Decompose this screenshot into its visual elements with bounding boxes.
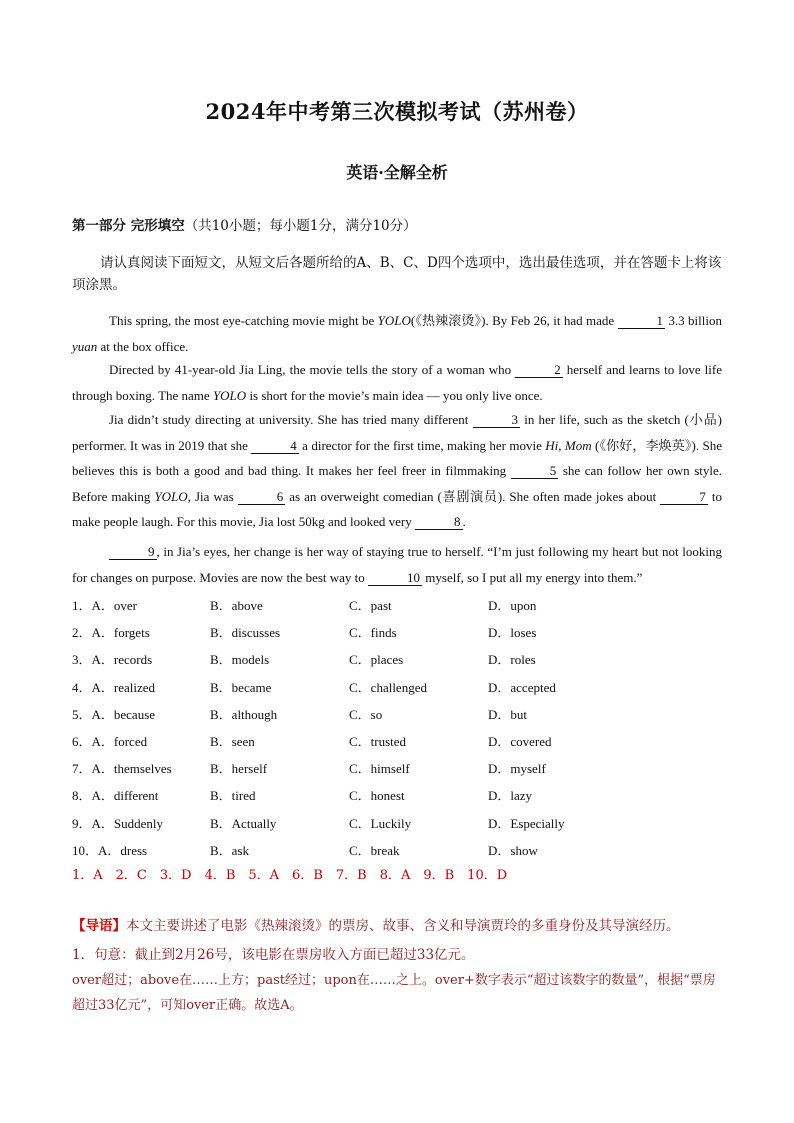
blank-5: 5 <box>511 464 559 479</box>
blank-10: 10 <box>368 571 422 586</box>
blank-8: 8 <box>415 515 463 530</box>
blank-1: 1 <box>618 314 666 329</box>
passage-paragraph-3: Jia didn’t study directing at university. She has tried many different 3 in her life, such as the sketch (小品) performer. It was in 2019 that she 4 a director for the first time, making her movie Hi, Mom (《你好，李焕英》). She believes this is both a good and bad thing. It makes her feel freer in filmmaking 5 she can follow her own style. Before making YOLO, Jia was 6 as an overweight comedian (喜剧演员). She often made jokes about 7 to make people laugh. For this movie, Jia lost 50kg and looked very 8 . <box>72 412 723 529</box>
blank-9: 9 <box>109 545 157 560</box>
passage-paragraph-1: This spring, the most eye-catching movie might be YOLO(《热辣滚烫》). By Feb 26, it had made 1 3.3 billion yuan at the box office. <box>72 313 722 354</box>
blank-4: 4 <box>251 439 299 454</box>
guide-text: 本文主要讲述了电影《热辣滚烫》的票房、故事、含义和导演贾玲的多重身份及其导演经历。 <box>126 918 680 934</box>
blank-7: 7 <box>660 490 708 505</box>
option-row: 3．A．records B．models C．places D．roles <box>72 652 536 668</box>
option-row: 6．A．forced B．seen C．trusted D．covered <box>72 734 552 750</box>
passage-paragraph-2: Directed by 41-year-old Jia Ling, the movie tells the story of a woman who 2 herself and learns to love life through boxing. The name YOLO is short for the movie’s main idea — you only live once. <box>72 362 722 403</box>
question-1-explanation: over超过；above在……上方；past经过；upon在……之上。over+数字表示“超过该数字的数量”，根据“票房超过33亿元”，可知over正确。故选A。 <box>72 973 716 1013</box>
section-note: （共10小题；每小题1分，满分10分） <box>184 218 417 234</box>
instructions: 请认真阅读下面短文，从短文后各题所给的A、B、C、D四个选项中，选出最佳选项，并在答题卡上将该项涂黑。 <box>72 255 722 293</box>
blank-3: 3 <box>473 413 521 428</box>
option-row: 10．A．dress B．ask C．break D．show <box>72 842 538 858</box>
option-row: 9．A．Suddenly B．Actually C．Luckily D．Especially <box>72 815 565 831</box>
answer-key: 1．A 2．C 3．D 4．B 5．A 6．B 7．B 8．A 9．B 10．D <box>72 868 508 883</box>
option-row: 1．A．over B．above C．past D．upon <box>72 598 537 614</box>
option-row: 4．A．realized B．became C．challenged D．accepted <box>72 679 556 695</box>
guide-intro <box>72 914 732 934</box>
question-1-translation: 1．句意：截止到2月26号，该电影在票房收入方面已超过33亿元。 <box>72 947 475 963</box>
passage-paragraph-4: 9 , in Jia’s eyes, her change is her way of staying true to herself. “I’m just following my heart but not looking for changes on purpose. Movies are now the best way to 10 myself, so I put all my energy into them.” <box>72 544 722 585</box>
option-row: 5．A．because B．although C．so D．but <box>72 706 528 722</box>
page-subtitle: 英语·全解全析 <box>346 163 448 182</box>
options-list <box>72 591 732 863</box>
section-name: 第一部分 完形填空 <box>72 218 185 234</box>
option-row: 2．A．forgets B．discusses C．finds D．loses <box>72 625 537 641</box>
guide-tag: 【导语】 <box>72 918 126 934</box>
option-row: 7．A．themselves B．herself C．himself D．myself <box>72 761 546 777</box>
page-title: 2024年中考第三次模拟考试（苏州卷） <box>205 99 589 124</box>
blank-2: 2 <box>515 363 563 378</box>
option-row: 8．A．different B．tired C．honest D．lazy <box>72 788 533 804</box>
section-heading <box>72 214 417 234</box>
blank-6: 6 <box>238 490 286 505</box>
